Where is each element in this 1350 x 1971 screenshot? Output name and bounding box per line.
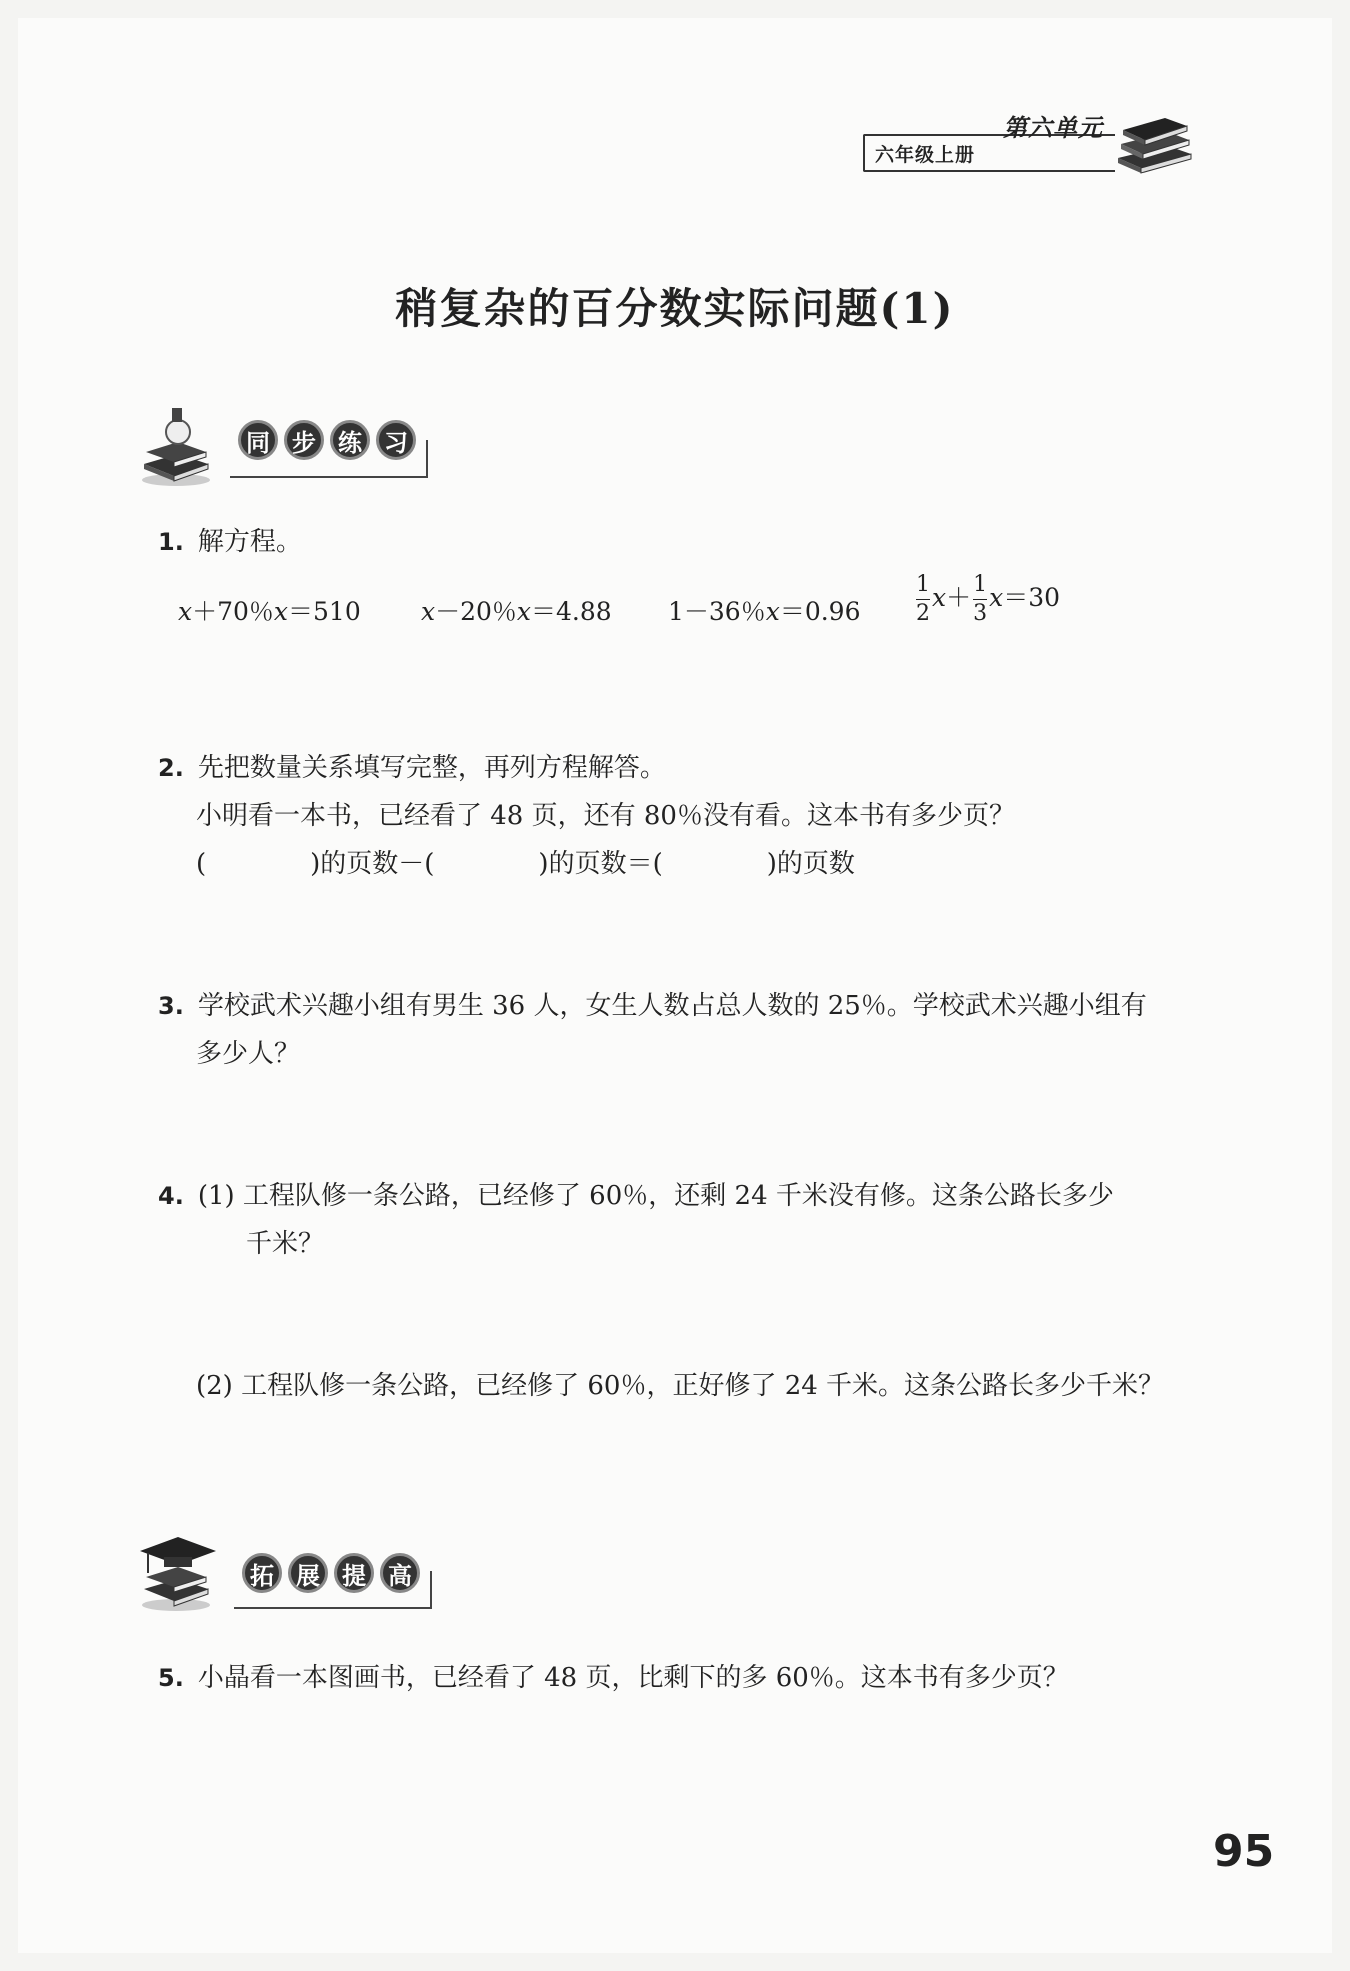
section-char: 步 xyxy=(284,420,324,460)
equation-4 xyxy=(914,574,1060,625)
section-char: 拓 xyxy=(242,1553,282,1593)
denominator: 2 xyxy=(916,601,930,626)
question-number: 5. xyxy=(158,1664,184,1692)
eq-var: x xyxy=(765,597,780,626)
books-stack-icon xyxy=(1113,106,1193,176)
eq-var: x xyxy=(421,597,436,626)
page-title: 稍复杂的百分数实际问题(1) xyxy=(395,284,955,333)
question-text: 小晶看一本图画书，已经看了 48 页，比剩下的多 60％。这本书有多少页？ xyxy=(197,1663,1069,1693)
eq-text: ＋70％ xyxy=(192,597,274,626)
grade-label: 六年级上册 xyxy=(875,144,976,166)
section-char: 同 xyxy=(238,420,278,460)
practice-section-header xyxy=(138,398,438,488)
section-char: 高 xyxy=(380,1553,420,1593)
question-number: 3. xyxy=(158,992,184,1020)
question-number: 2. xyxy=(158,754,184,782)
eq-var: x xyxy=(932,583,947,612)
equation-2 xyxy=(421,592,612,628)
question-text: 解方程。 xyxy=(197,527,302,557)
divider xyxy=(426,440,428,478)
numerator: 1 xyxy=(973,572,988,597)
extension-section-header xyxy=(138,1523,448,1613)
fraction xyxy=(916,574,930,625)
eq-text: 1－36％ xyxy=(668,597,766,626)
question-4-continued: 千米？ xyxy=(246,1229,325,1259)
fraction xyxy=(973,574,987,625)
equation-3 xyxy=(668,592,861,628)
question-2-problem: 小明看一本书，已经看了 48 页，还有 80％没有看。这本书有多少页？ xyxy=(196,801,1015,831)
lamp-books-icon xyxy=(138,398,218,488)
unit-label: 第六单元 xyxy=(1003,114,1103,142)
eq-text: －20％ xyxy=(435,597,517,626)
practice-title-circles xyxy=(238,420,416,460)
eq-var: x xyxy=(178,597,193,626)
section-char: 提 xyxy=(334,1553,374,1593)
question-text: 学校武术兴趣小组有男生 36 人，女生人数占总人数的 25％。学校武术兴趣小组有 xyxy=(197,991,1147,1021)
question-5 xyxy=(158,1654,1069,1702)
question-2 xyxy=(158,744,666,792)
numerator: 1 xyxy=(916,572,930,597)
page xyxy=(18,18,1332,1953)
eq-var: x xyxy=(989,583,1004,612)
question-number: 4. xyxy=(158,1182,184,1210)
question-number: 1. xyxy=(158,528,184,556)
eq-text: ＋ xyxy=(946,583,972,612)
question-text: (1) 工程队修一条公路，已经修了 60％，还剩 24 千米没有修。这条公路长多少 xyxy=(197,1181,1114,1211)
eq-text: ＝0.96 xyxy=(779,597,861,626)
equation-1 xyxy=(178,592,361,628)
question-text: 先把数量关系填写完整，再列方程解答。 xyxy=(197,753,666,783)
eq-text: ＝510 xyxy=(288,597,361,626)
graduation-cap-books-icon xyxy=(138,1523,218,1613)
section-char: 展 xyxy=(288,1553,328,1593)
divider xyxy=(230,476,428,478)
question-4-part-2: (2) 工程队修一条公路，已经修了 60％，正好修了 24 千米。这条公路长多少千米？ xyxy=(196,1371,1165,1401)
divider xyxy=(430,1571,432,1609)
denominator: 3 xyxy=(973,601,988,626)
divider xyxy=(234,1607,432,1609)
eq-var: x xyxy=(516,597,532,626)
question-4 xyxy=(158,1172,1114,1220)
eq-text: ＝30 xyxy=(1003,583,1061,612)
page-number: 95 xyxy=(1213,1826,1275,1877)
section-char: 习 xyxy=(376,420,416,460)
question-3-continued: 多少人？ xyxy=(196,1039,301,1069)
question-1 xyxy=(158,518,302,566)
question-3 xyxy=(158,982,1147,1030)
eq-var: x xyxy=(273,597,289,626)
question-2-relation[interactable]: ( )的页数－( )的页数＝( )的页数 xyxy=(196,849,855,879)
unit-badge xyxy=(863,106,1193,176)
eq-text: ＝4.88 xyxy=(531,597,612,626)
section-char: 练 xyxy=(330,420,370,460)
extension-title-circles xyxy=(242,1553,420,1593)
